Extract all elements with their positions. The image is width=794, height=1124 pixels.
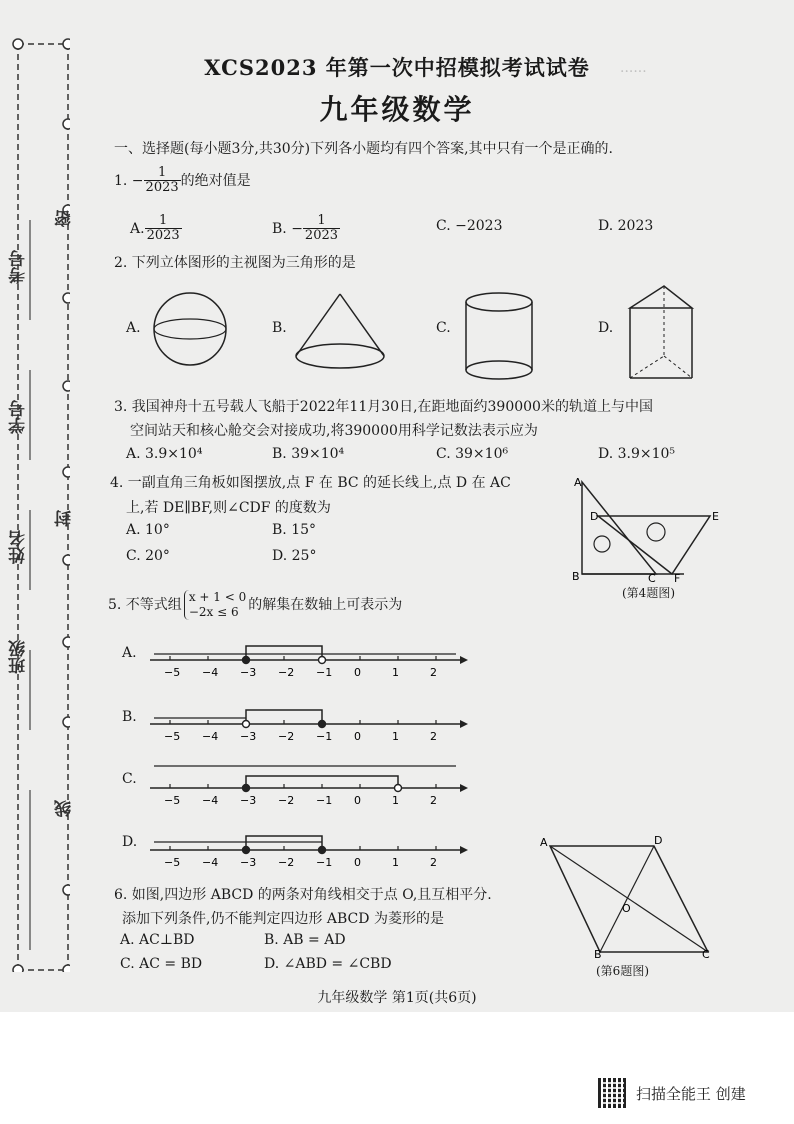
axis-tick-label: −1 (316, 730, 333, 743)
binding-mark-xian: 线 (55, 800, 75, 817)
q2-prism-figure[interactable] (624, 282, 698, 382)
q4-option-d[interactable]: D. 25° (272, 548, 317, 564)
axis-tick-label: −1 (316, 794, 333, 807)
axis-tick-label: 2 (430, 730, 437, 743)
q5-inequality-1: x + 1 < 0 (188, 590, 247, 604)
bleed-through: ······ (620, 64, 647, 80)
q4-option-c[interactable]: C. 20° (126, 548, 170, 564)
axis-tick-label: −5 (164, 794, 181, 807)
binding-label-xingming: 姓名 (9, 530, 29, 564)
q1-option-a[interactable] (130, 214, 182, 244)
axis-tick-label: −3 (240, 856, 257, 869)
q5-label-c[interactable]: C. (122, 771, 137, 787)
q4-point-b: B (572, 570, 580, 582)
axis-tick-label: −2 (278, 856, 295, 869)
axis-tick-label: 0 (354, 794, 361, 807)
closed-point (243, 847, 250, 854)
q4-triangle-figure (560, 474, 736, 582)
page-footer: 九年级数学 第1页(共6页) (317, 990, 477, 1006)
q1-option-b-den: 2023 (304, 228, 339, 244)
axis-tick-label: 1 (392, 666, 399, 679)
q4-option-a[interactable]: A. 10° (126, 522, 170, 538)
q5-numberline-c[interactable] (140, 752, 470, 808)
axis-arrow (460, 656, 468, 664)
axis-tick-label: −4 (202, 666, 219, 679)
q6-point-o: O (622, 902, 631, 915)
q5-label-b[interactable]: B. (122, 709, 137, 725)
q3-option-b[interactable]: B. 39×10⁴ (272, 446, 345, 462)
q5-stem (108, 590, 402, 620)
q1-option-a-num: 1 (145, 214, 182, 229)
q1-suffix: 的绝对值是 (180, 172, 251, 189)
q4-stem-line1: 4. 一副直角三角板如图摆放,点 F 在 BC 的延长线上,点 D 在 AC (110, 475, 511, 491)
q3-option-a[interactable]: A. 3.9×10⁴ (126, 446, 203, 462)
closed-point (243, 785, 250, 792)
axis-tick-label: 0 (354, 666, 361, 679)
axis-tick-label: 1 (392, 730, 399, 743)
q4-point-c: C (648, 572, 656, 582)
axis-tick-label: −4 (202, 730, 219, 743)
q4-option-b[interactable]: B. 15° (272, 522, 317, 538)
q5-numberline-d[interactable] (140, 814, 470, 870)
q1-frac-num: 1 (144, 166, 181, 181)
closed-point (319, 847, 326, 854)
q1-option-a-den: 2023 (146, 228, 180, 244)
q2-sphere-figure[interactable] (150, 286, 230, 372)
q1-prefix: 1. − (114, 172, 144, 189)
q1-frac-den: 2023 (145, 180, 179, 196)
axis-tick-label: −4 (202, 794, 219, 807)
open-point (319, 657, 326, 664)
axis-tick-label: 2 (430, 666, 437, 679)
q6-option-b[interactable]: B. AB = AD (264, 932, 346, 948)
q4-point-f: F (674, 572, 681, 582)
q6-quadrilateral-figure (536, 836, 726, 960)
axis-tick-label: −1 (316, 856, 333, 869)
axis-arrow (460, 720, 468, 728)
q3-option-c[interactable]: C. 39×10⁶ (436, 446, 509, 462)
exam-subject: 九年级数学 (319, 93, 475, 126)
q2-cone-figure[interactable] (290, 290, 390, 374)
axis-tick-label: −5 (164, 856, 181, 869)
exam-title: XCS2023 年第一次中招模拟考试试卷 (204, 55, 590, 80)
q4-stem-line2: 上,若 DE∥BF,则∠CDF 的度数为 (126, 500, 331, 516)
axis-tick-label: 2 (430, 856, 437, 869)
axis-tick-label: −5 (164, 730, 181, 743)
q5-label-d[interactable]: D. (122, 834, 138, 850)
q3-option-d[interactable]: D. 3.9×10⁵ (598, 446, 676, 462)
q1-option-b-frac (303, 214, 340, 244)
axis-tick-label: 1 (392, 856, 399, 869)
q1-option-a-label: A. (130, 220, 145, 237)
axis-tick-label: −4 (202, 856, 219, 869)
binding-margin (8, 30, 70, 972)
axis-tick-label: −1 (316, 666, 333, 679)
binding-mark-feng: 封 (55, 510, 75, 527)
axis-tick-label: −3 (240, 666, 257, 679)
binding-label-xuehao: 学号 (9, 400, 29, 434)
q2-label-b[interactable]: B. (272, 320, 287, 336)
q5-inequality-2: −2x ≤ 6 (188, 605, 239, 619)
q6-point-a: A (540, 836, 548, 849)
q3-stem-line2: 空间站天和核心舱交会对接成功,将390000用科学记数法表示应为 (130, 423, 538, 439)
q6-stem-line2: 添加下列条件,仍不能判定四边形 ABCD 为菱形的是 (122, 911, 444, 927)
q6-caption: (第6题图) (596, 964, 649, 978)
q4-caption: (第4题图) (622, 586, 675, 600)
q3-stem-line1: 3. 我国神舟十五号载人飞船于2022年11月30日,在距地面约390000米的轨道上与中国 (114, 399, 653, 415)
axis-tick-label: −3 (240, 794, 257, 807)
q6-stem-line1: 6. 如图,四边形 ABCD 的两条对角线相交于点 O,且互相平分. (114, 887, 492, 903)
axis-tick-label: −3 (240, 730, 257, 743)
q2-cylinder-figure[interactable] (462, 290, 536, 384)
qr-code-icon (598, 1078, 628, 1108)
open-point (395, 785, 402, 792)
q4-point-d: D (590, 510, 599, 523)
q1-option-c[interactable]: C. −2023 (436, 218, 503, 234)
scanner-watermark (598, 1078, 746, 1108)
q6-point-b: B (594, 948, 602, 960)
axis-tick-label: 0 (354, 730, 361, 743)
q6-point-d: D (654, 836, 663, 847)
q2-stem: 2. 下列立体图形的主视图为三角形的是 (114, 255, 356, 271)
axis-tick-label: −2 (278, 794, 295, 807)
q2-label-a[interactable]: A. (126, 320, 141, 336)
axis-tick-label: 0 (354, 856, 361, 869)
q5-prefix: 5. 不等式组 (108, 597, 182, 613)
q1-option-d[interactable]: D. 2023 (598, 218, 654, 234)
scanner-text: 扫描全能王 创建 (636, 1084, 746, 1103)
q5-numberline-a[interactable] (140, 624, 470, 680)
q1-option-b-label: B. − (272, 220, 303, 237)
q6-point-c: C (702, 948, 710, 960)
q1-fraction (144, 166, 181, 196)
q4-point-e: E (712, 510, 719, 523)
q4-point-a: A (574, 476, 582, 489)
binding-label-banji: 班级 (9, 640, 29, 674)
q2-label-d[interactable]: D. (598, 320, 614, 336)
q2-label-c[interactable]: C. (436, 320, 451, 336)
q6-option-c[interactable]: C. AC = BD (120, 956, 203, 972)
axis-tick-label: 2 (430, 794, 437, 807)
closed-point (243, 657, 250, 664)
binding-mark-mi: 密 (55, 210, 75, 227)
section1-heading: 一、选择题(每小题3分,共30分)下列各小题均有四个答案,其中只有一个是正确的. (114, 141, 613, 157)
axis-tick-label: 1 (392, 794, 399, 807)
axis-tick-label: −2 (278, 666, 295, 679)
q1-option-b[interactable] (272, 214, 340, 244)
q6-option-a[interactable]: A. AC⊥BD (120, 932, 195, 948)
open-point (243, 721, 250, 728)
q5-numberline-b[interactable] (140, 688, 470, 744)
axis-arrow (460, 846, 468, 854)
q5-system (184, 590, 246, 620)
q5-suffix: 的解集在数轴上可表示为 (248, 597, 403, 613)
closed-point (319, 721, 326, 728)
q5-label-a[interactable]: A. (122, 645, 137, 661)
q6-option-d[interactable]: D. ∠ABD = ∠CBD (264, 956, 392, 972)
axis-tick-label: −5 (164, 666, 181, 679)
binding-label-kaohao: 考号 (9, 250, 29, 284)
q1-stem (114, 166, 251, 196)
axis-tick-label: −2 (278, 730, 295, 743)
q1-option-b-num: 1 (303, 214, 340, 229)
axis-arrow (460, 784, 468, 792)
q1-option-a-frac (145, 214, 182, 244)
